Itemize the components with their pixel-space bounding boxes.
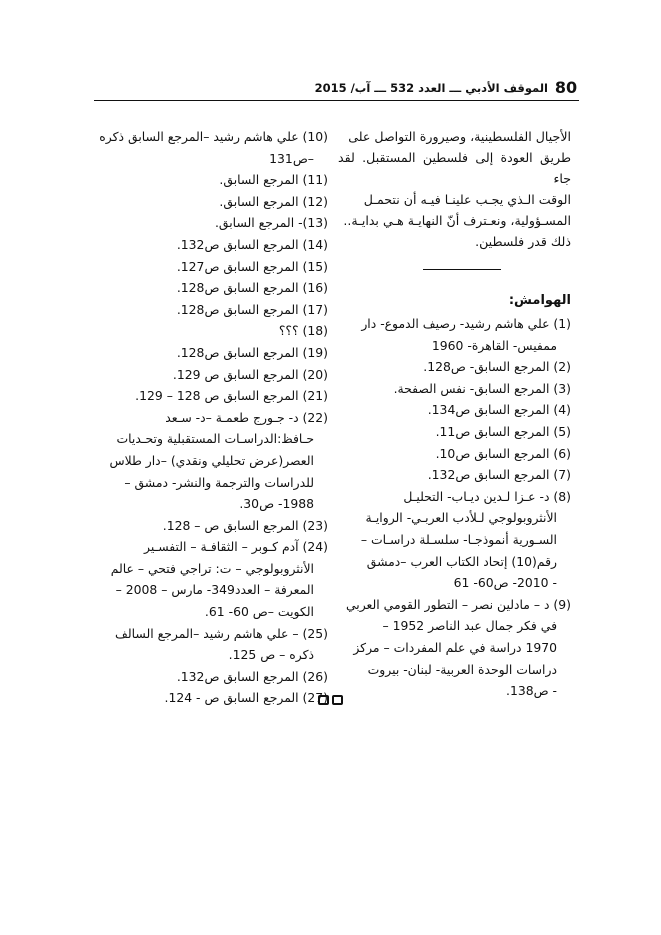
footnote-line: (19) المرجع السابق ص128. xyxy=(176,344,328,360)
footnote-item xyxy=(338,421,571,443)
paragraph-line: المسـؤولية، ونعـترف أنّ النهايـة هـي بدايـة.. xyxy=(343,213,571,228)
section-divider xyxy=(423,269,501,270)
footnote-line: (20) المرجع السابق ص 129. xyxy=(172,366,328,382)
footnote-item xyxy=(90,515,328,537)
footnote-line: (2) المرجع السابق- ص128. xyxy=(423,359,571,375)
footnote-line: –ص131 xyxy=(269,150,314,166)
footnote-line: (23) المرجع السابق ص – 128. xyxy=(162,517,328,533)
footnote-item xyxy=(90,407,328,515)
right-column xyxy=(338,126,571,702)
footnote-line: (14) المرجع السابق ص132. xyxy=(176,236,328,252)
footnote-item xyxy=(90,666,328,688)
footnote-item xyxy=(90,234,328,256)
paragraph-line: ذلك قدر فلسطين. xyxy=(475,234,571,249)
footnote-line: (1) علي هاشم رشيد- رصيف الدموع- دار xyxy=(361,316,571,331)
paragraph-line: الأجيال الفلسطينية، وصيرورة التواصل على xyxy=(348,129,571,144)
footnote-line: (13)- المرجع السابق. xyxy=(214,215,328,231)
footnote-line: (10) علي هاشم رشيد –المرجع السابق ذكره xyxy=(99,129,328,144)
footnote-item xyxy=(90,342,328,364)
footnote-item xyxy=(90,385,328,407)
footnote-item xyxy=(338,443,571,465)
footnote-item xyxy=(90,256,328,278)
footnote-item xyxy=(90,191,328,213)
footnote-line: الأنثروبولوجي – ت: تراجي فتحي – عالم xyxy=(110,560,314,576)
footnote-item xyxy=(90,169,328,191)
footnote-line: - 2010- ص60- 61 xyxy=(453,575,557,591)
footnote-item xyxy=(90,687,328,709)
paragraph-line: الوقت الـذي يجـب علينـا فيـه أن نتحمـل xyxy=(363,192,571,207)
footnote-item xyxy=(338,594,571,702)
footnote-line: في فكر جمال عبد الناصر 1952 – xyxy=(382,618,557,634)
footnote-item xyxy=(90,320,328,342)
footnote-item xyxy=(90,277,328,299)
notes-heading: الهوامش: xyxy=(508,293,571,308)
footnote-line: المعرفة – العدد349- مارس – 2008 – xyxy=(115,582,314,598)
footnote-line: (12) المرجع السابق. xyxy=(219,193,328,209)
footnote-item xyxy=(90,623,328,666)
footnote-item xyxy=(90,212,328,234)
footnote-line: حـافظ:الدراسـات المستقبلية وتحـديات xyxy=(116,431,314,447)
footnote-line: دراسات الوحدة العربية- لبنان- بيروت xyxy=(367,661,557,677)
left-column xyxy=(90,126,328,709)
footnote-line: (8) د- عـزا لـدين ديـاب- التحليـل xyxy=(403,488,571,504)
footnote-line: (17) المرجع السابق ص128. xyxy=(176,301,328,317)
closing-paragraph xyxy=(338,126,571,252)
footnote-line: (5) المرجع السابق ص11. xyxy=(435,423,571,439)
footnote-line: (7) المرجع السابق ص132. xyxy=(427,467,571,483)
footnote-line: (26) المرجع السابق ص132. xyxy=(176,668,328,684)
footnote-line: الأنثروبولوجي لـلأدب العربـي- الروايـة xyxy=(365,510,557,526)
footnote-item xyxy=(338,356,571,378)
footnote-line: (3) المرجع السابق- نفس الصفحة. xyxy=(393,380,571,396)
footnote-line: (9) د – مادلين نصر – التطور القومي العربي xyxy=(345,596,571,612)
footnote-line: (11) المرجع السابق. xyxy=(219,172,328,188)
footnote-line: رقم(10) إتحاد الكتاب العرب –دمشق xyxy=(366,553,557,569)
footnote-item xyxy=(90,126,328,169)
footnote-line: الكويت –ص 60- 61. xyxy=(204,604,314,620)
footnote-item xyxy=(338,464,571,486)
footnote-item xyxy=(90,299,328,321)
footnote-line: (27) المرجع السابق ص - 124. xyxy=(164,690,328,706)
running-header: الموقف الأدبي ـــ العدد 532 ـــ آب/ 2015 xyxy=(314,81,548,95)
end-of-article-mark-icon xyxy=(318,690,348,702)
footnote-item xyxy=(338,313,571,356)
footnote-line: (21) المرجع السابق ص 128 – 129. xyxy=(135,388,328,404)
footnote-item xyxy=(338,378,571,400)
footnote-line: (24) آدم كـوبر – الثقافـة – التفسـير xyxy=(143,539,328,555)
footnote-line: السـورية أنموذجـا- سلسـلة دراسـات – xyxy=(360,531,557,547)
footnote-line: (25) – علي هاشم رشيد –المرجع السالف xyxy=(115,625,328,641)
footnote-line: للدراسات والترجمة والنشر- دمشق – xyxy=(124,474,314,490)
footnote-line: العصر(عرض تحليلي ونقدي) –دار طلاس xyxy=(109,452,314,468)
footnote-line: 1970 دراسة في علم المفردات – مركز xyxy=(353,639,557,655)
footnote-line: (22) د- جـورج طعمـة –د- سـعد xyxy=(165,409,328,425)
footnote-line: 1988- ص30. xyxy=(239,496,314,512)
footnote-line: (6) المرجع السابق ص10. xyxy=(435,445,571,461)
footnote-line: (18) ؟؟؟ xyxy=(278,323,328,339)
footnotes-list-right xyxy=(338,313,571,702)
footnote-item xyxy=(90,536,328,622)
paragraph-line: طريق العودة إلى فلسطين المستقبل. لقد جاء xyxy=(338,150,571,186)
footnotes-list-left xyxy=(90,126,328,709)
footnote-line: (16) المرجع السابق ص128. xyxy=(176,280,328,296)
footnote-item xyxy=(90,364,328,386)
footnote-line: (4) المرجع السابق ص134. xyxy=(427,402,571,418)
footnote-line: (15) المرجع السابق ص127. xyxy=(176,258,328,274)
footnote-item xyxy=(338,399,571,421)
footnote-line: - ص138. xyxy=(506,683,557,699)
footnote-item xyxy=(338,486,571,594)
footnote-line: ممفيس- القاهرة- 1960 xyxy=(431,337,557,353)
header-rule xyxy=(94,100,579,101)
page-number: 80 xyxy=(554,78,578,97)
footnote-line: ذكره – ص 125. xyxy=(228,647,314,663)
